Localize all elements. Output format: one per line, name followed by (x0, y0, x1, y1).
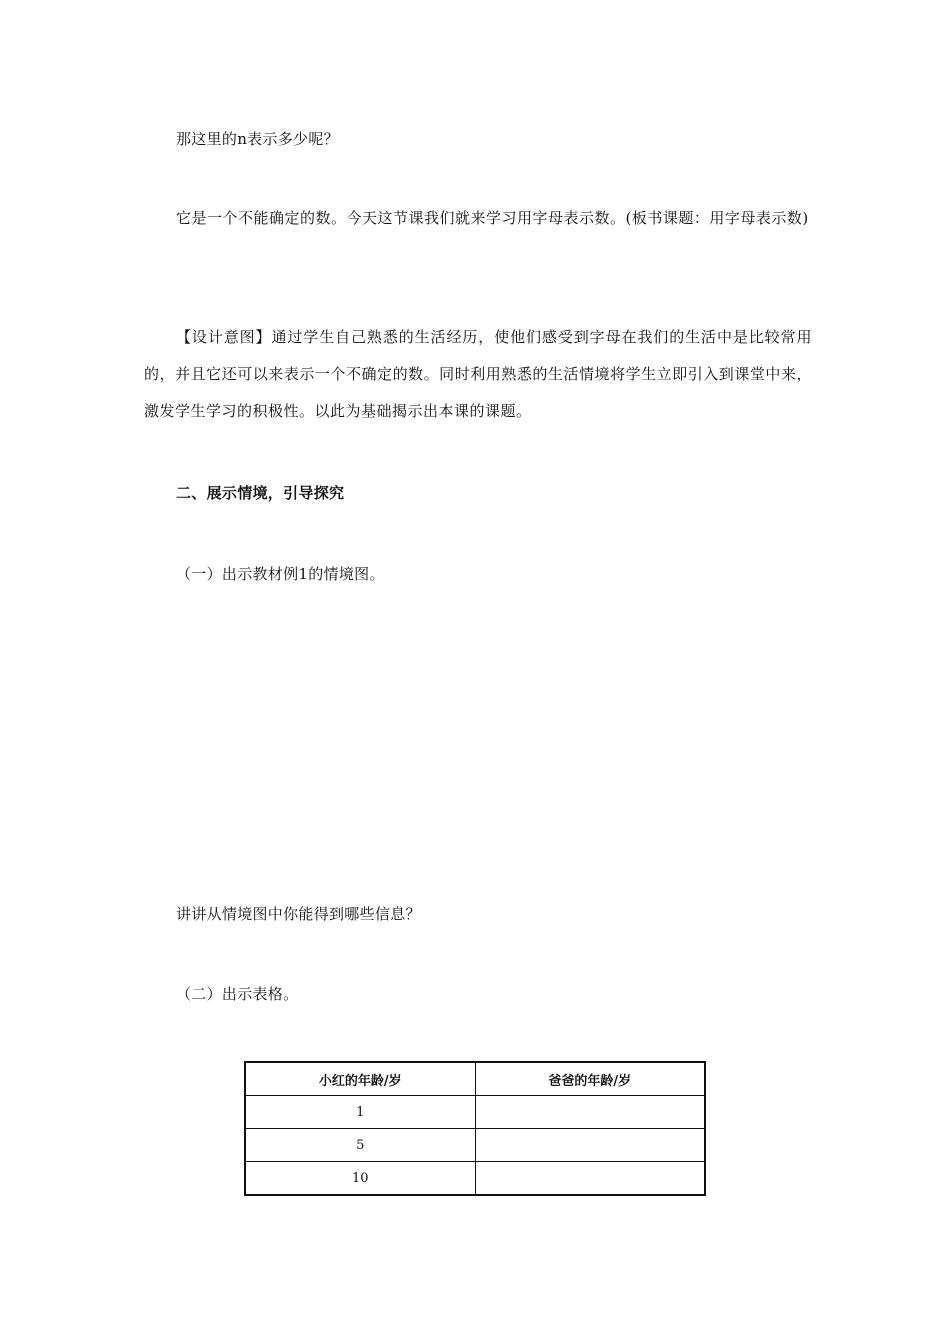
age-table (244, 1061, 706, 1196)
figure-placeholder (144, 610, 812, 880)
paragraph-design-intent: 【设计意图】通过学生自己熟悉的生活经历，使他们感受到字母在我们的生活中是比较常用的，并且它还可以来表示一个不确定的数。同时利用熟悉的生活情境将学生立即引入到课堂中来，激发学生学习的积极性。以此为基础揭示出本课的课题。 (144, 328, 812, 420)
table-cell (475, 1096, 705, 1129)
table-header-row (245, 1062, 705, 1096)
table-cell (475, 1162, 705, 1196)
table-cell (475, 1129, 705, 1162)
subsection-show-figure: （一）出示教材例1的情境图。 (176, 565, 385, 583)
paragraph-intro-topic: 它是一个不能确定的数。今天这节课我们就来学习用字母表示数。(板书课题：用字母表示数) (176, 209, 809, 227)
paragraph-info-question: 讲讲从情境图中你能得到哪些信息？ (176, 905, 421, 923)
paragraph-question-n: 那这里的n表示多少呢？ (176, 130, 339, 148)
table-row (245, 1129, 705, 1162)
table-cell: 10 (245, 1162, 475, 1196)
table-row (245, 1162, 705, 1196)
section-heading: 二、展示情境，引导探究 (176, 484, 345, 502)
header-xiaohong-age: 小红的年龄/岁 (245, 1062, 475, 1096)
table-cell: 5 (245, 1129, 475, 1162)
subsection-show-table: （二）出示表格。 (176, 985, 299, 1003)
table-cell: 1 (245, 1096, 475, 1129)
table-row (245, 1096, 705, 1129)
header-father-age: 爸爸的年龄/岁 (475, 1062, 705, 1096)
